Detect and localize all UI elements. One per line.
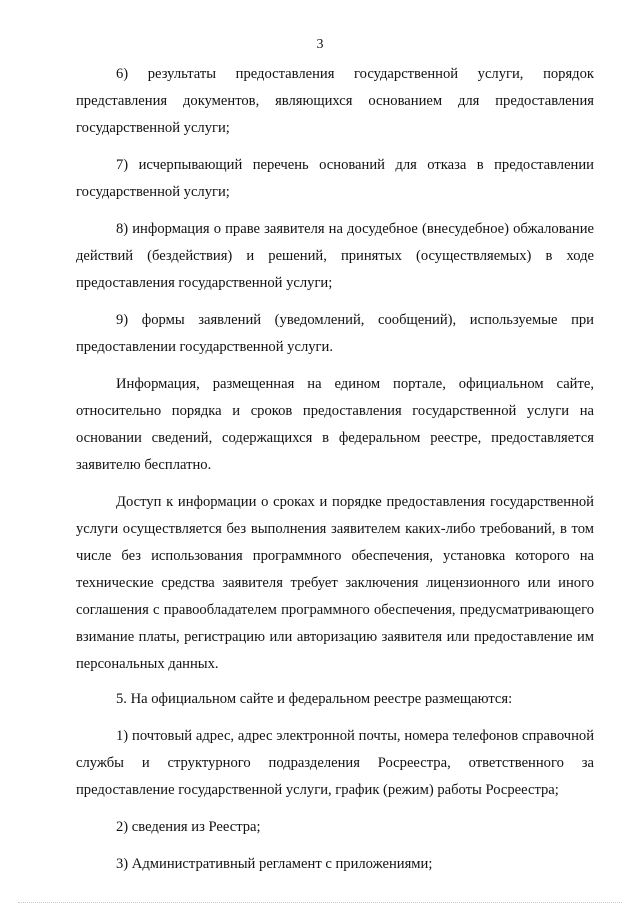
paragraph-item-6-results: 6) результаты предоставления государственной услуги, порядок представления документов, являющихся основанием для предоставления государственной услуги; xyxy=(76,66,594,136)
document-body xyxy=(76,61,594,888)
paragraph-free-information: Информация, размещенная на едином портале, официальном сайте, относительно порядка и сроков предоставления государственной услуги на основании сведений, содержащихся в федеральном реестре, предоставляется заявителю бесплатно. xyxy=(76,376,594,473)
page-number: 3 xyxy=(316,37,324,52)
paragraph-item-1-contacts: 1) почтовый адрес, адрес электронной почты, номера телефонов справочной службы и структурного подразделения Росреестра, ответственного за предоставление государственной услуги, график (режим) работы Росреестра; xyxy=(76,728,594,798)
paragraph-item-7-refusal-grounds: 7) исчерпывающий перечень оснований для отказа в предоставлении государственной услуги; xyxy=(76,157,594,200)
paragraph-item-9-forms: 9) формы заявлений (уведомлений, сообщений), используемые при предоставлении государственной услуги. xyxy=(76,312,594,355)
paragraph-section-5-heading: 5. На официальном сайте и федеральном реестре размещаются: xyxy=(116,691,513,707)
scan-edge-divider xyxy=(18,901,622,903)
paragraph-access-requirements: Доступ к информации о сроках и порядке предоставления государственной услуги осуществляется без выполнения заявителем каких-либо требований, в том числе без использования программного обеспечения, установка которого на технические средства заявителя требует заключения лицензионного или иного соглашения с правообладателем программного обеспечения, предусматривающего взимание платы, регистрацию или авторизацию заявителя или предоставление им персональных данных. xyxy=(76,494,594,672)
paragraph-item-8-appeal-rights: 8) информация о праве заявителя на досудебное (внесудебное) обжалование действий (бездействия) и решений, принятых (осуществляемых) в ходе предоставления государственной услуги; xyxy=(76,221,594,291)
paragraph-item-2-registry: 2) сведения из Реестра; xyxy=(116,819,261,835)
paragraph-item-3-regulation: 3) Административный регламент с приложениями; xyxy=(116,856,433,872)
